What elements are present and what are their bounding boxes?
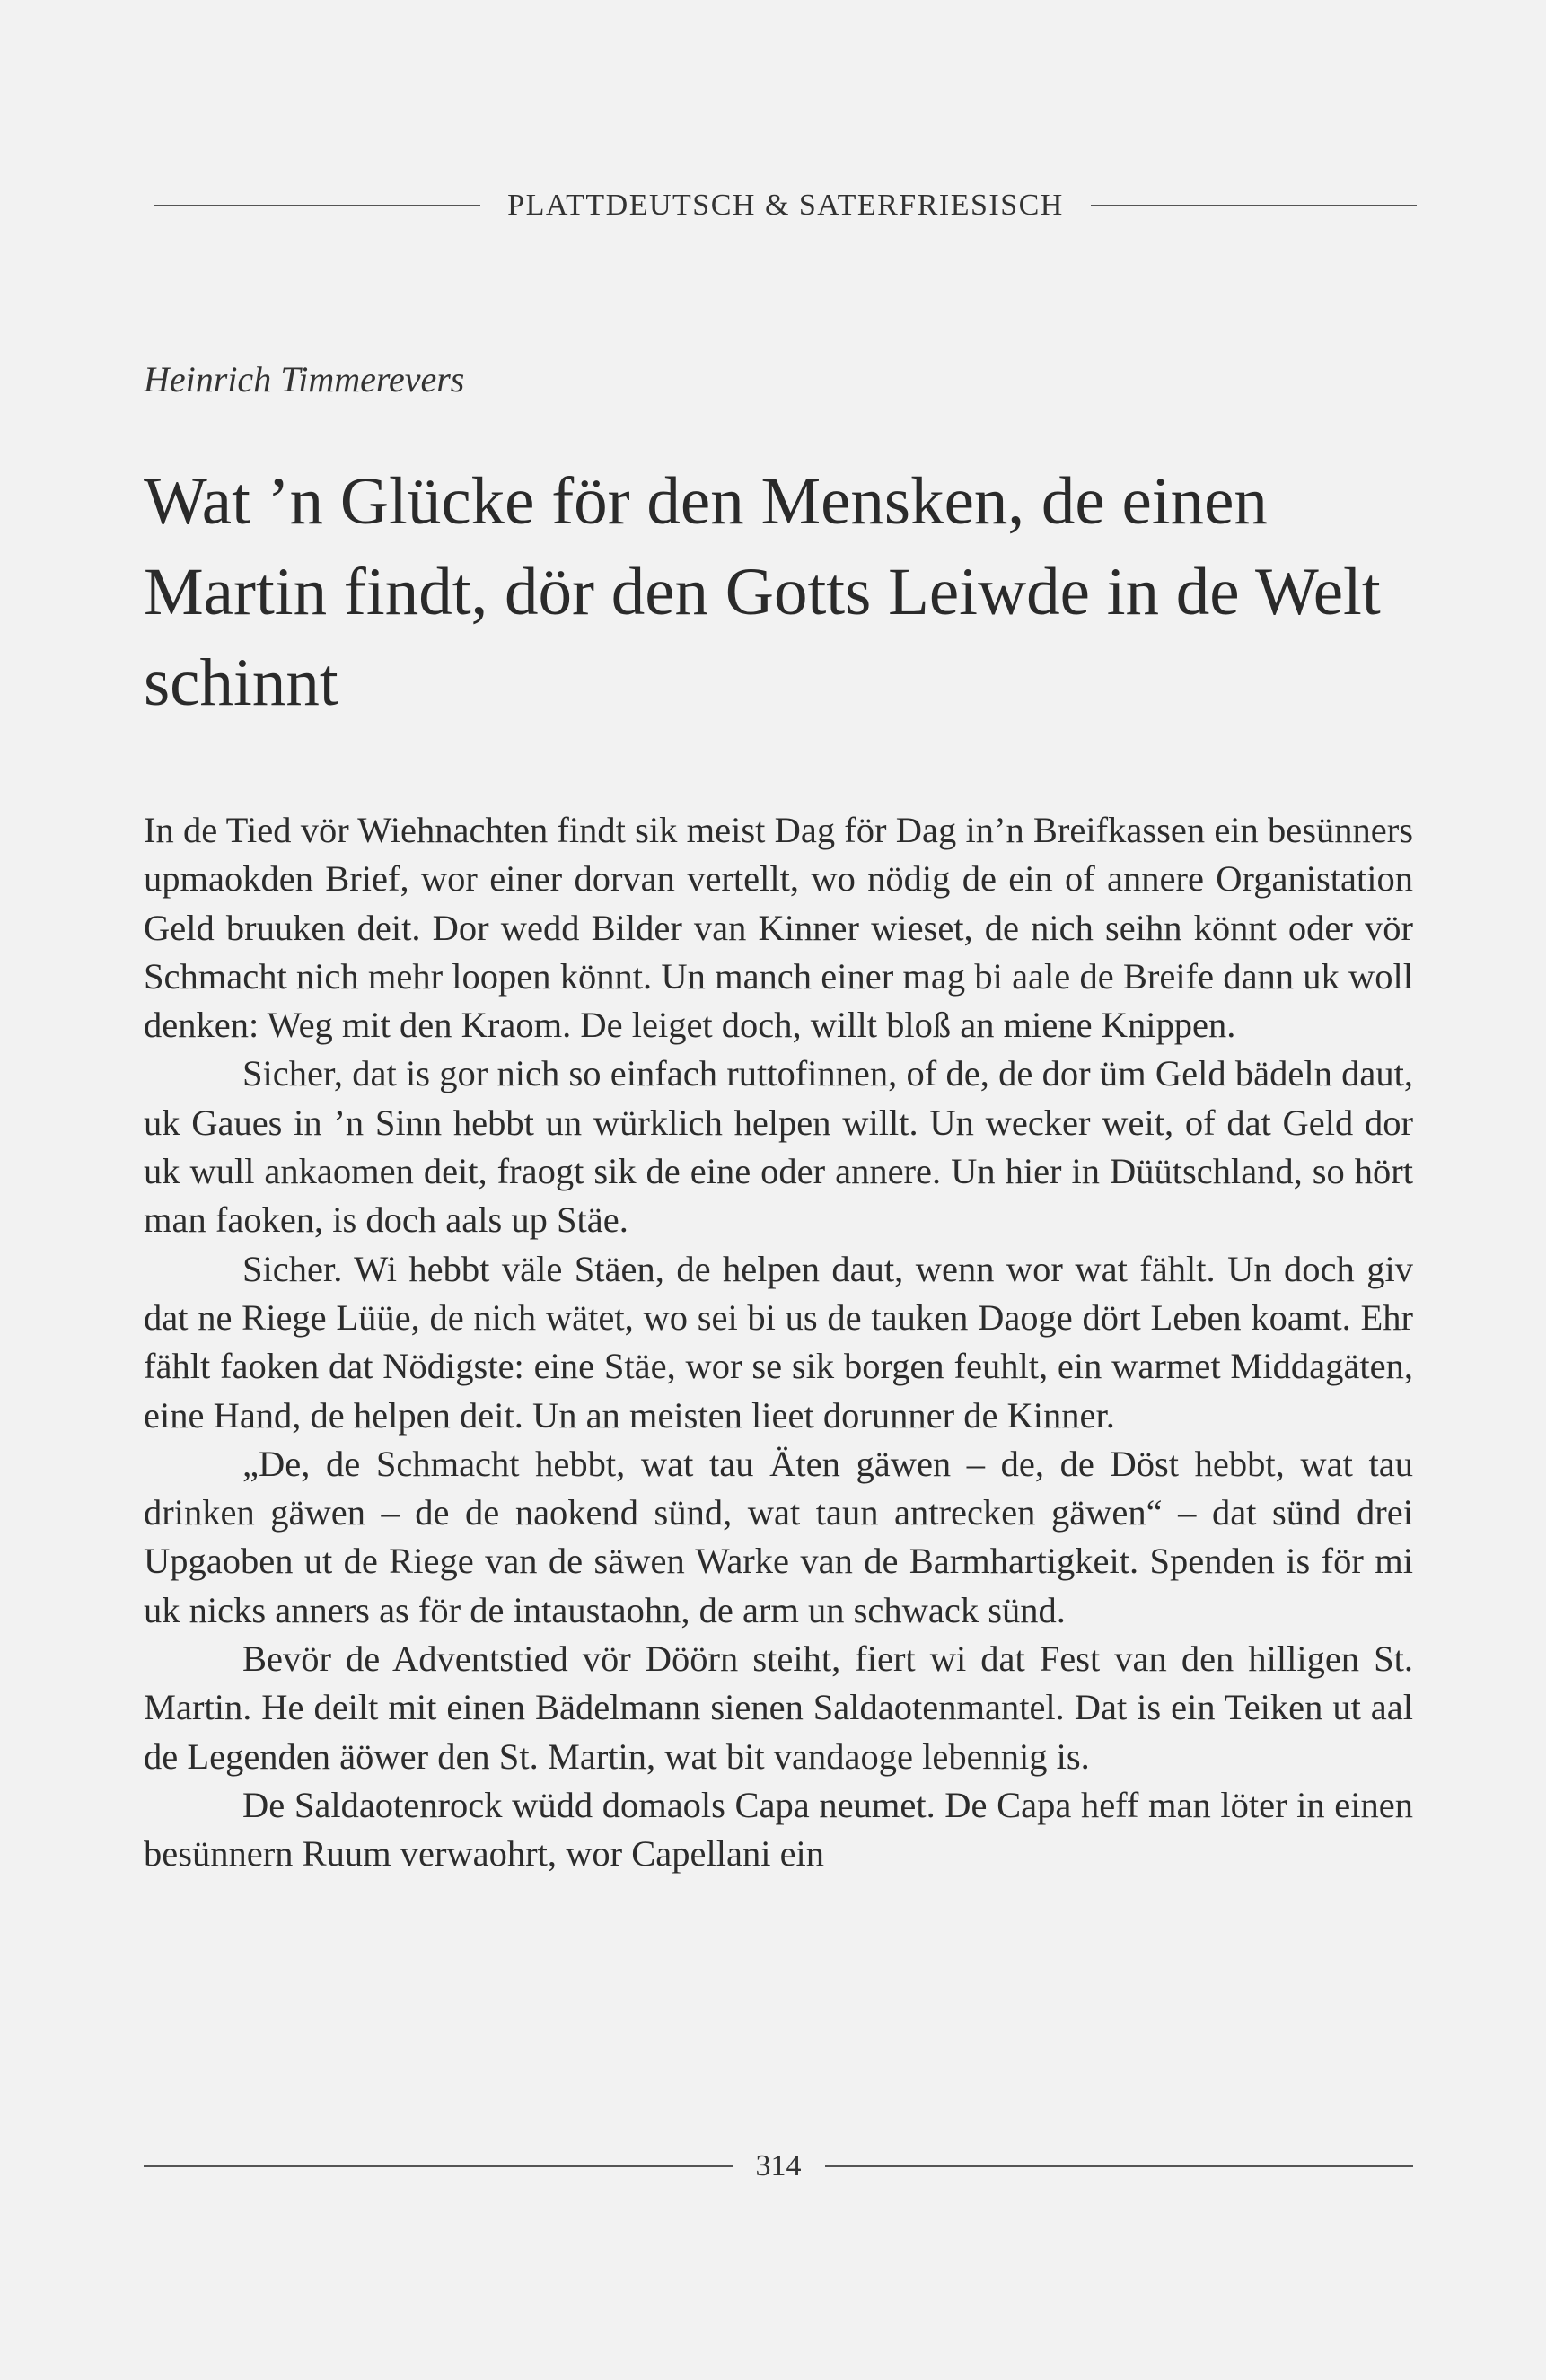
running-head	[154, 183, 1417, 228]
page-number: 314	[755, 2149, 802, 2182]
page-footer	[144, 2144, 1413, 2189]
footer-rule-right	[825, 2165, 1414, 2167]
running-head-rule-left	[154, 205, 480, 206]
running-head-rule-right	[1091, 205, 1417, 206]
paragraph: De Saldaotenrock wüdd domaols Capa neumet. De Capa heff man löter in einen besünnern Ruum verwaohrt, wor Capellani ein	[144, 1784, 1413, 1875]
author-name: Heinrich Timmerevers	[144, 359, 465, 400]
article-body	[144, 806, 1413, 1879]
paragraph: Sicher, dat is gor nich so einfach ruttofinnen, of de, de dor üm Geld bädeln daut, uk Gaues in ’n Sinn hebbt un würklich helpen willt. Un wecker weit, of dat Geld dor uk wull ankaomen deit, fraogt sik de eine oder annere. Un hier in Düütschland, so hört man faoken, is doch aals up Stäe.	[144, 1053, 1413, 1241]
paragraph: In de Tied vör Wiehnachten findt sik meist Dag för Dag in’n Breifkassen ein besünners upmaokden Brief, wor einer dorvan vertellt, wo nödig de ein of annere Organistation Geld bruuken deit. Dor wedd Bilder van Kinner wieset, de nich seihn könnt oder vör Schmacht nich mehr loopen könnt. Un manch einer mag bi aale de Breife dann uk woll denken: Weg mit den Kraom. De leiget doch, willt bloß an miene Knippen.	[144, 810, 1413, 1046]
running-head-label: PLATTDEUTSCH & SATERFRIESISCH	[507, 189, 1064, 222]
paragraph: Sicher. Wi hebbt väle Stäen, de helpen daut, wenn wor wat fählt. Un doch giv dat ne Riege Lüüe, de nich wätet, wo sei bi us de tauken Daoge dört Leben koamt. Ehr fählt faoken dat Nödigste: eine Stäe, wor se sik borgen feuhlt, ein warmet Middagäten, eine Hand, de helpen deit. Un an meisten lieet dorunner de Kinner.	[144, 1248, 1413, 1436]
paragraph: Bevör de Adventstied vör Döörn steiht, fiert wi dat Fest van den hilligen St. Martin. He deilt mit einen Bädelmann sienen Saldaotenmantel. Dat is ein Teiken ut aal de Legenden äöwer den St. Martin, wat bit vandaoge lebennig is.	[144, 1638, 1413, 1777]
footer-rule-left	[144, 2165, 733, 2167]
article-title: Wat ’n Glücke för den Mensken, de einen Martin findt, dör den Gotts Leiwde in de Welt schinnt	[144, 464, 1381, 720]
paragraph: „De, de Schmacht hebbt, wat tau Äten gäwen – de, de Döst hebbt, wat tau drinken gäwen – de de naokend sünd, wat taun antrecken gäwen“ – dat sünd drei Upgaoben ut de Riege van de säwen Warke van de Barmhartigkeit. Spenden is för mi uk nicks anners as för de intaustaohn, de arm un schwack sünd.	[144, 1443, 1413, 1630]
